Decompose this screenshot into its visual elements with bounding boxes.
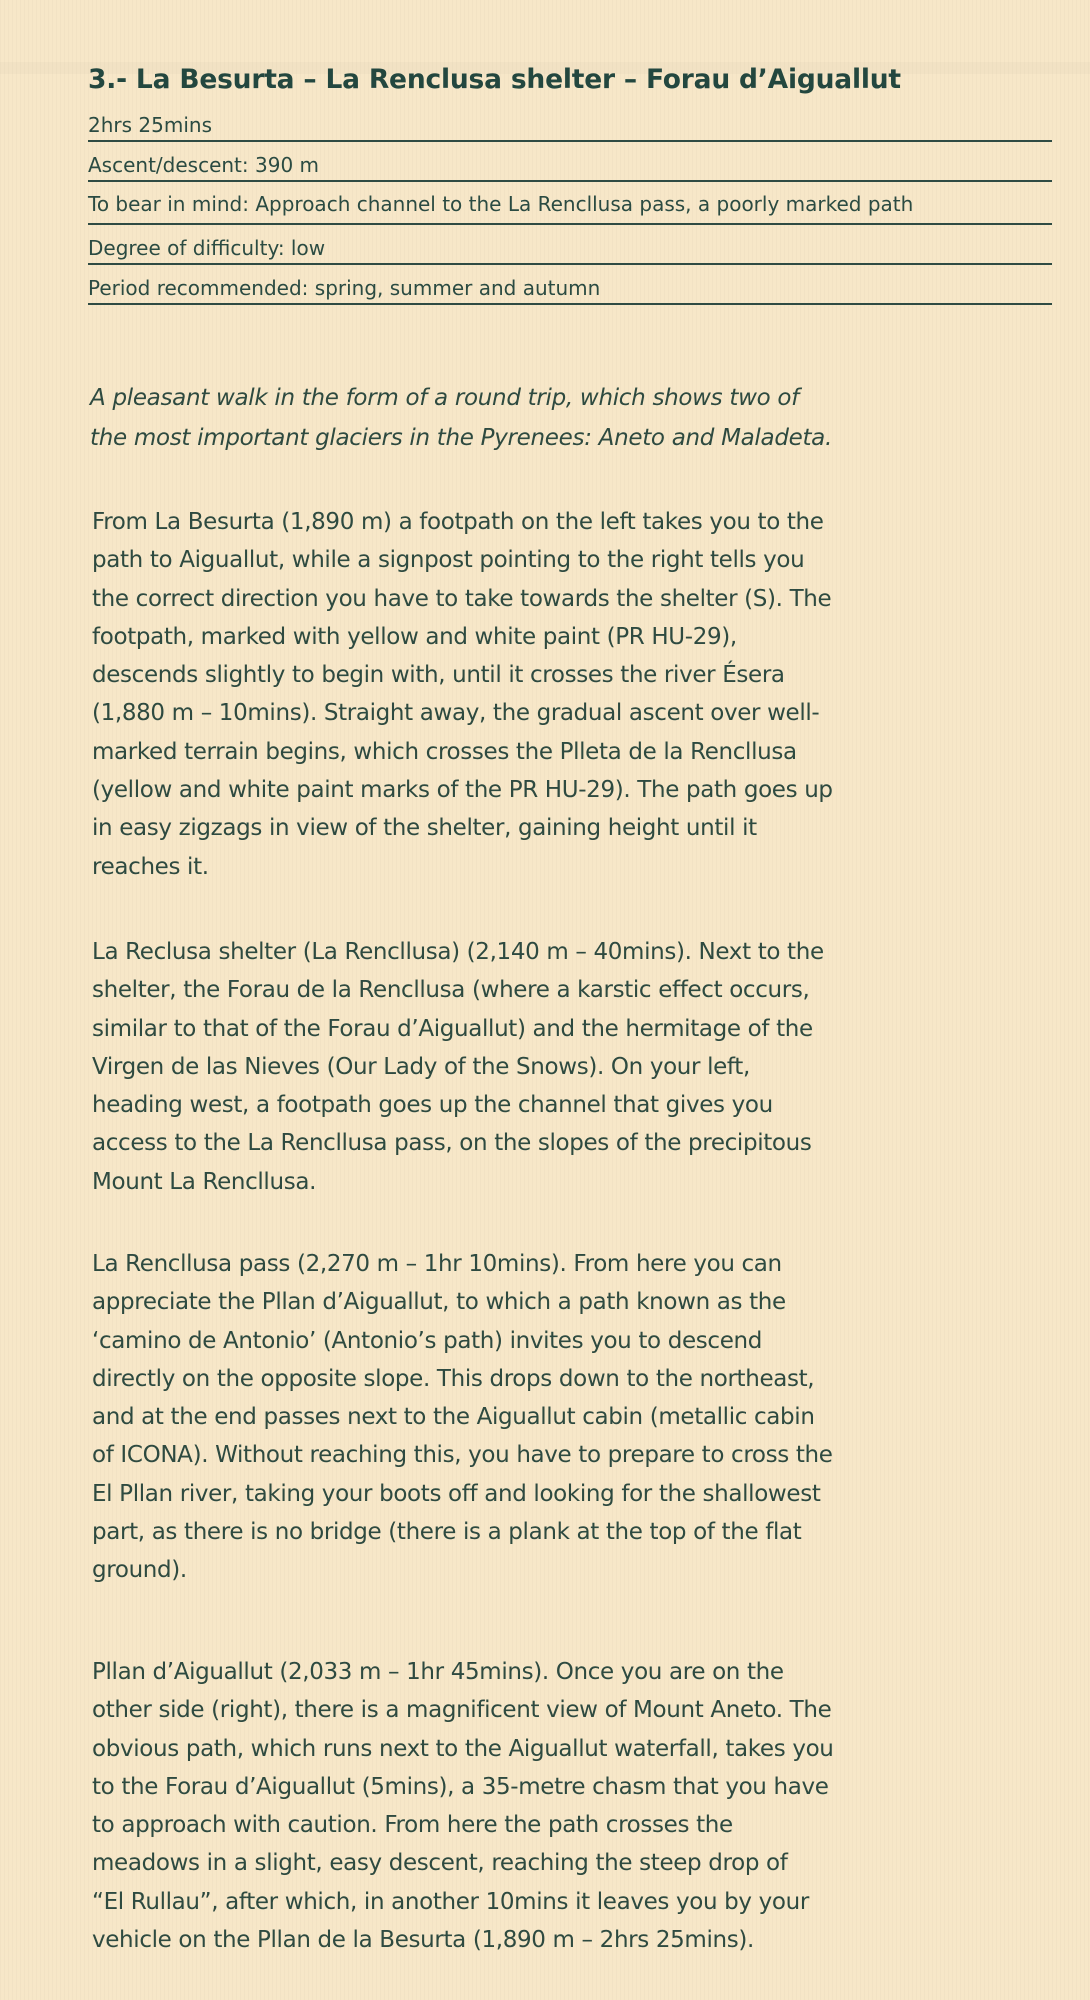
text-line: other side (right), there is a magnificent view of Mount Aneto. The	[92, 1697, 832, 1724]
text-line: La Rencllusa pass (2,270 m – 1hr 10mins). From here you can	[92, 1251, 782, 1277]
text-line: ‘camino de Antonio’ (Antonio’s path) invites you to descend	[92, 1327, 762, 1354]
text-line: heading west, a footpath goes up the channel that gives you	[92, 1092, 773, 1119]
info-period: Period recommended: spring, summer and autumn	[88, 265, 1052, 305]
text-line: (1,880 m – 10mins). Straight away, the gradual ascent over well-	[92, 700, 820, 727]
text-line: similar to that of the Forau d’Aiguallut) and the hermitage of the	[92, 1015, 813, 1042]
text-line: access to the La Rencllusa pass, on the slopes of the precipitous	[92, 1130, 812, 1157]
text-line: (yellow and white paint marks of the PR HU-29). The path goes up	[92, 777, 833, 804]
text-line: in easy zigzags in view of the shelter, gaining height until it	[92, 815, 757, 842]
text-line: appreciate the Pllan d’Aiguallut, to which a path known as the	[92, 1289, 786, 1316]
info-ascent-descent: Ascent/descent: 390 m	[88, 142, 1052, 182]
text-line: path to Aiguallut, while a signpost pointing to the right tells you	[92, 547, 805, 574]
text-line: descends slightly to begin with, until it crosses the river Ésera	[92, 662, 785, 689]
route-info-table	[88, 112, 1052, 305]
text-line: vehicle on the Pllan de la Besurta (1,890 m – 2hrs 25mins).	[92, 1927, 754, 1954]
text-line: obvious path, which runs next to the Aiguallut waterfall, takes you	[92, 1735, 834, 1762]
text-line: directly on the opposite slope. This drops down to the northeast,	[92, 1365, 815, 1392]
info-to-bear-in-mind: To bear in mind: Approach channel to the La Rencllusa pass, a poorly marked path	[88, 182, 1052, 225]
text-line: shelter, the Forau de la Rencllusa (where a karstic effect occurs,	[92, 977, 810, 1004]
paragraph-renclusa-pass	[92, 1245, 1052, 1590]
intro-paragraph	[90, 378, 1050, 458]
text-line: of ICONA). Without reaching this, you have to prepare to cross the	[92, 1442, 833, 1469]
text-line: ground).	[92, 1557, 187, 1584]
text-line: marked terrain begins, which crosses the Plleta de la Rencllusa	[92, 738, 797, 765]
text-line: meadows in a slight, easy descent, reaching the steep drop of	[92, 1850, 788, 1877]
text-line: El Pllan river, taking your boots off and looking for the shallowest	[92, 1480, 821, 1507]
paragraph-pllan-aiguallut	[92, 1653, 1052, 1959]
info-difficulty: Degree of difficulty: low	[88, 225, 1052, 265]
text-line: reaches it.	[92, 853, 209, 880]
intro-line: A pleasant walk in the form of a round trip, which shows two of	[90, 385, 799, 411]
text-line: Virgen de las Nieves (Our Lady of the Snows). On your left,	[92, 1053, 750, 1080]
text-line: part, as there is no bridge (there is a plank at the top of the flat	[92, 1519, 802, 1546]
text-line: the correct direction you have to take towards the shelter (S). The	[92, 585, 832, 612]
intro-line: the most important glaciers in the Pyrenees: Aneto and Maladeta.	[90, 425, 832, 451]
text-line: footpath, marked with yellow and white paint (PR HU-29),	[92, 623, 737, 650]
text-line: “El Rullau”, after which, in another 10mins it leaves you by your	[92, 1888, 809, 1915]
text-line: to approach with caution. From here the path crosses the	[92, 1812, 733, 1839]
text-line: From La Besurta (1,890 m) a footpath on the left takes you to the	[92, 509, 824, 535]
text-line: to the Forau d’Aiguallut (5mins), a 35-metre chasm that you have	[92, 1773, 829, 1800]
route-title: 3.- La Besurta – La Renclusa shelter – Forau d’Aiguallut	[88, 64, 901, 95]
text-line: La Reclusa shelter (La Rencllusa) (2,140 m – 40mins). Next to the	[92, 939, 824, 965]
paragraph-la-besurta	[92, 503, 1052, 886]
text-line: Pllan d’Aiguallut (2,033 m – 1hr 45mins). Once you are on the	[92, 1659, 784, 1685]
info-duration: 2hrs 25mins	[88, 112, 1052, 142]
text-line: Mount La Rencllusa.	[92, 1168, 317, 1195]
text-line: and at the end passes next to the Aiguallut cabin (metallic cabin	[92, 1404, 815, 1431]
paragraph-renclusa-shelter	[92, 933, 1052, 1201]
